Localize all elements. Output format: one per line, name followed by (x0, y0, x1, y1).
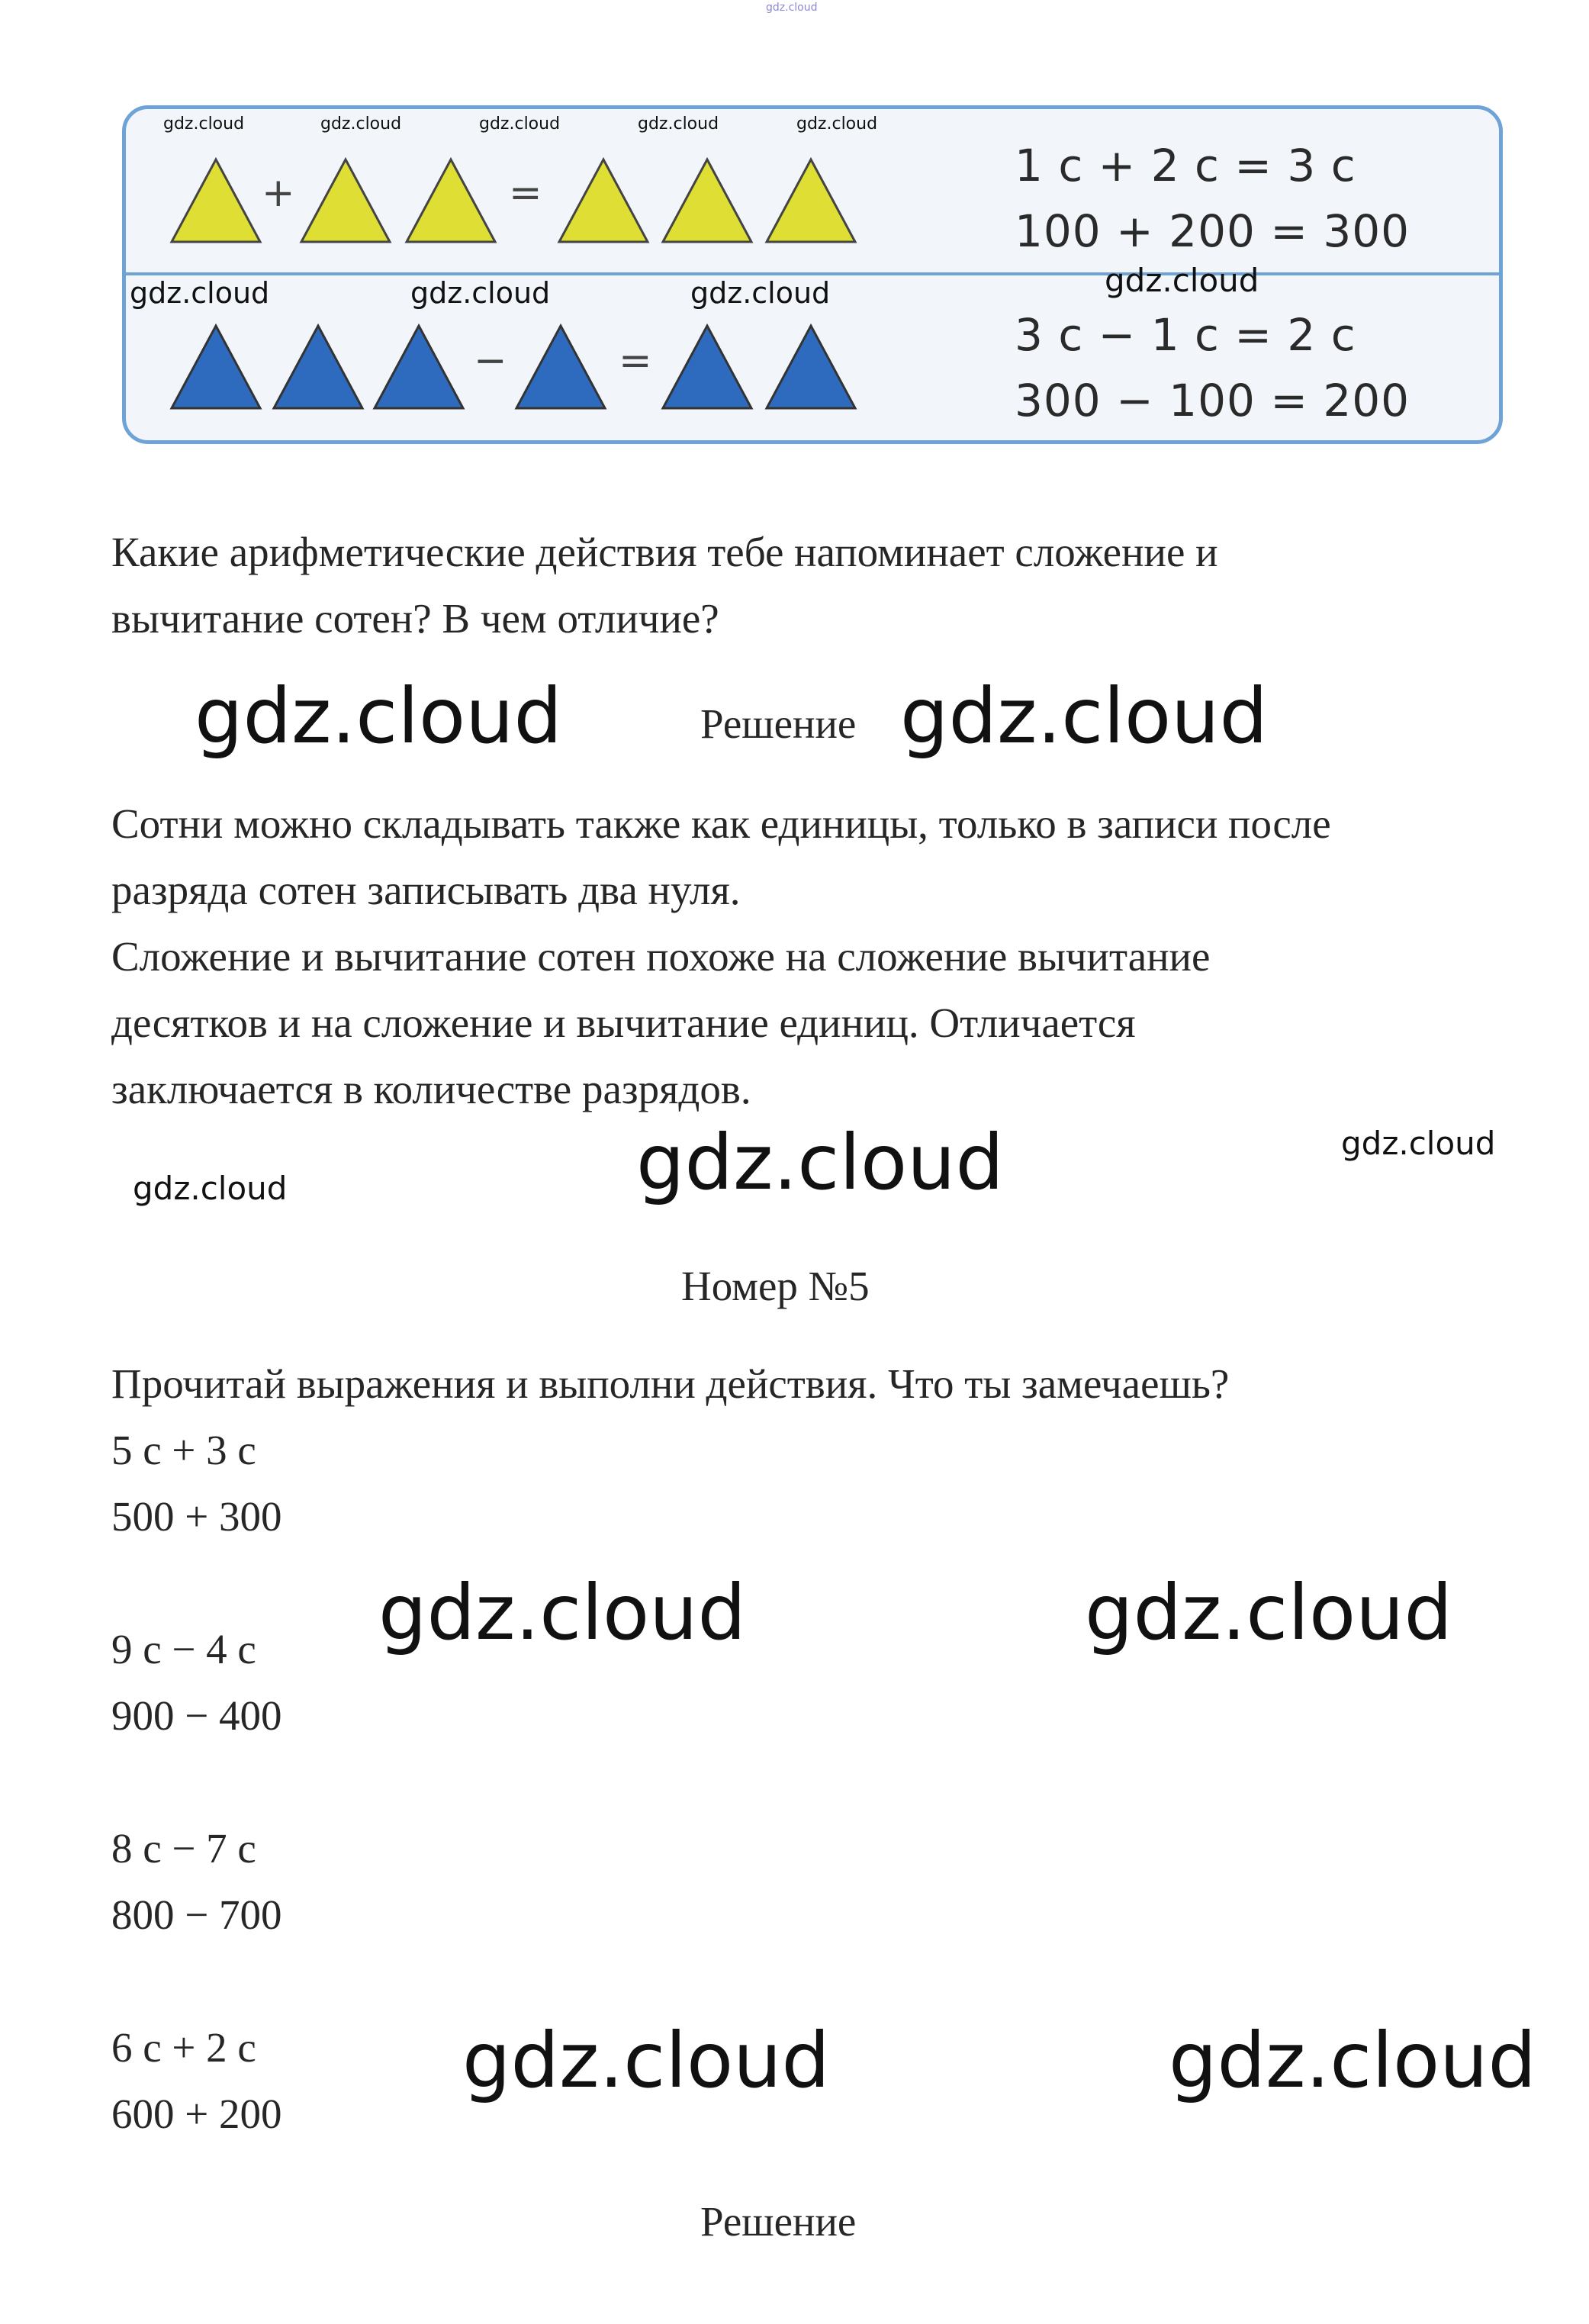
answer-line: заключается в количестве разрядов. (111, 1066, 751, 1112)
blue-triangle-icon (271, 323, 365, 411)
answer-line: Сотни можно складывать также как единицы, только в записи после (111, 800, 1331, 847)
equals-sign: = (619, 338, 652, 384)
watermark: gdz.cloud (320, 114, 402, 134)
watermark: gdz.cloud (690, 276, 831, 310)
answer-line: десятков и на сложение и вычитание единиц. Отличается (111, 999, 1136, 1046)
expression-hundreds: 6 с + 2 с (111, 2024, 256, 2071)
question-line: Какие арифметические действия тебе напоминает сложение и (111, 529, 1218, 575)
watermark: gdz.cloud (410, 276, 551, 310)
watermark: gdz.cloud (378, 1568, 747, 1657)
equation-numbers-subtract: 300 − 100 = 200 (1015, 375, 1410, 426)
equation-hundreds-units-subtract: 3 с − 1 с = 2 с (1015, 309, 1356, 361)
expression-numbers: 500 + 300 (111, 1493, 282, 1540)
watermark: gdz.cloud (1105, 262, 1259, 299)
expression-numbers: 600 + 200 (111, 2091, 282, 2137)
plus-sign: + (262, 170, 295, 216)
question-line: вычитание сотен? В чем отличие? (111, 595, 719, 642)
answer-line: разряда сотен записывать два нуля. (111, 867, 741, 913)
task-number-heading: Номер №5 (681, 1263, 870, 1309)
expression-hundreds: 5 с + 3 с (111, 1427, 256, 1473)
blue-triangle-icon (372, 323, 466, 411)
yellow-triangle-icon (169, 156, 263, 245)
question-text (111, 519, 1561, 652)
watermark: gdz.cloud (195, 671, 563, 761)
expression-hundreds: 9 с − 4 с (111, 1626, 256, 1672)
task-text: Прочитай выражения и выполни действия. Что ты замечаешь? (111, 1360, 1230, 1407)
hundreds-illustration (122, 105, 1503, 444)
answer-line: Сложение и вычитание сотен похоже на сложение вычитание (111, 933, 1211, 980)
yellow-triangle-icon (764, 156, 858, 245)
minus-sign: − (474, 338, 507, 384)
solution-heading: Решение (700, 700, 857, 747)
yellow-triangle-icon (660, 156, 754, 245)
watermark: gdz.cloud (462, 2016, 831, 2105)
blue-triangle-icon (764, 323, 858, 411)
watermark: gdz.cloud (130, 276, 270, 310)
blue-triangle-icon (169, 323, 263, 411)
answer-text (111, 790, 1561, 1122)
expression-numbers: 800 − 700 (111, 1891, 282, 1938)
watermark: gdz.cloud (1169, 2016, 1537, 2105)
watermark: gdz.cloud (636, 1118, 1005, 1207)
watermark: gdz.cloud (479, 114, 561, 134)
equation-numbers-add: 100 + 200 = 300 (1015, 205, 1410, 257)
equation-hundreds-units-add: 1 с + 2 с = 3 с (1015, 140, 1356, 192)
row-divider (126, 272, 1499, 275)
watermark: gdz.cloud (1341, 1125, 1496, 1162)
yellow-triangle-icon (556, 156, 651, 245)
blue-triangle-icon (513, 323, 608, 411)
watermark: gdz.cloud (1085, 1568, 1453, 1657)
watermark: gdz.cloud (163, 114, 245, 134)
watermark: gdz.cloud (900, 671, 1269, 761)
yellow-triangle-icon (404, 156, 498, 245)
blue-triangle-icon (660, 323, 754, 411)
watermark: gdz.cloud (133, 1170, 288, 1207)
watermark: gdz.cloud (796, 114, 878, 134)
top-watermark-stamp: gdz.cloud (766, 2, 818, 14)
watermark: gdz.cloud (638, 114, 719, 134)
expression-hundreds: 8 с − 7 с (111, 1825, 256, 1872)
expression-numbers: 900 − 400 (111, 1692, 282, 1739)
solution-heading: Решение (700, 2198, 857, 2245)
yellow-triangle-icon (298, 156, 393, 245)
equals-sign: = (509, 170, 542, 216)
